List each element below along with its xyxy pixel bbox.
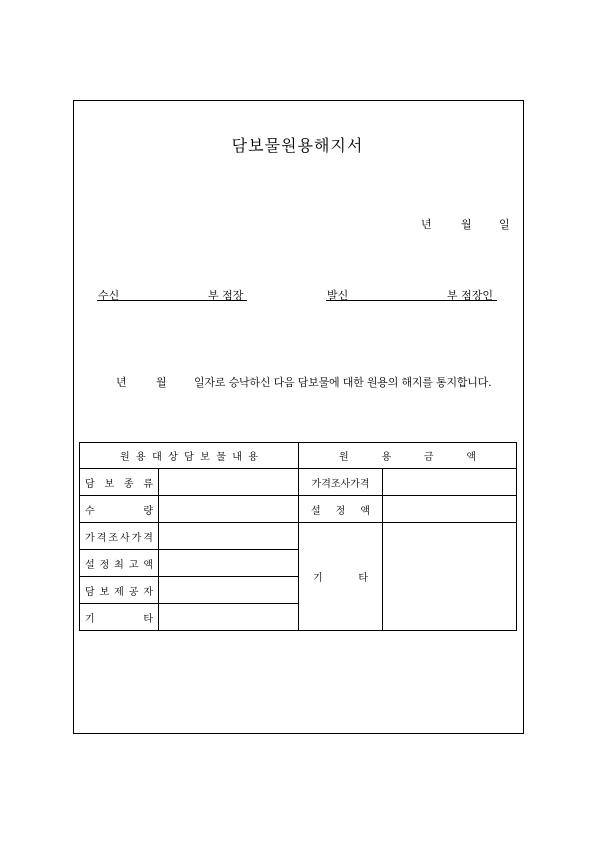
row-label-other-right: 기 타 xyxy=(299,523,383,631)
cell-max-set-amount-value[interactable] xyxy=(159,550,299,577)
table-row xyxy=(80,496,517,523)
header-usage-amount-text: 원 용 금 액 xyxy=(339,452,476,463)
cell-set-amount-value[interactable] xyxy=(383,496,517,523)
row-label-max-set-amount: 설 정 최 고 액 xyxy=(80,550,159,577)
row-label-quantity: 수 량 xyxy=(80,496,159,523)
sender-underline xyxy=(326,300,497,301)
row-label-set-amount: 설 정 액 xyxy=(299,496,383,523)
notice-year: 년 xyxy=(116,376,127,389)
table-row xyxy=(80,469,517,496)
cell-price-survey-value[interactable] xyxy=(383,469,517,496)
cell-other-left-value[interactable] xyxy=(159,604,299,631)
date-year-label: 년 xyxy=(421,218,432,231)
table-header-row xyxy=(80,443,517,469)
cell-price-survey-price-value[interactable] xyxy=(159,523,299,550)
date-month-label: 월 xyxy=(461,218,472,231)
row-label-other-left: 기 타 xyxy=(80,604,159,631)
sender-suffix: 부 점장인 xyxy=(447,289,494,302)
sender-label: 발신 xyxy=(327,289,349,302)
row-label-collateral-type: 담 보 종 류 xyxy=(80,469,159,496)
document-title: 담보물원용해지서 xyxy=(231,136,364,155)
header-collateral-content xyxy=(80,443,299,469)
row-label-price-survey: 가격조사가격 xyxy=(299,469,383,496)
header-collateral-content-text: 원 용 대 상 담 보 물 내 용 xyxy=(120,452,258,463)
notice-month: 월 xyxy=(156,376,167,389)
table-row xyxy=(80,523,517,550)
cell-collateral-type-value[interactable] xyxy=(159,469,299,496)
row-label-price-survey-price: 가 격 조 사 가 격 xyxy=(80,523,159,550)
recipient-label: 수신 xyxy=(98,289,120,302)
header-usage-amount xyxy=(299,443,517,469)
cell-collateral-provider-value[interactable] xyxy=(159,577,299,604)
document-frame xyxy=(73,100,524,734)
recipient-underline xyxy=(97,300,247,301)
date-day-label: 일 xyxy=(499,218,510,231)
recipient-suffix: 부 점장 xyxy=(208,289,244,302)
cell-quantity-value[interactable] xyxy=(159,496,299,523)
notice-text: 일자로 승낙하신 다음 담보물에 대한 원용의 해지를 통지합니다. xyxy=(194,376,492,389)
row-label-collateral-provider: 담 보 제 공 자 xyxy=(80,577,159,604)
cell-other-right-value[interactable] xyxy=(383,523,517,631)
collateral-table xyxy=(79,442,517,631)
